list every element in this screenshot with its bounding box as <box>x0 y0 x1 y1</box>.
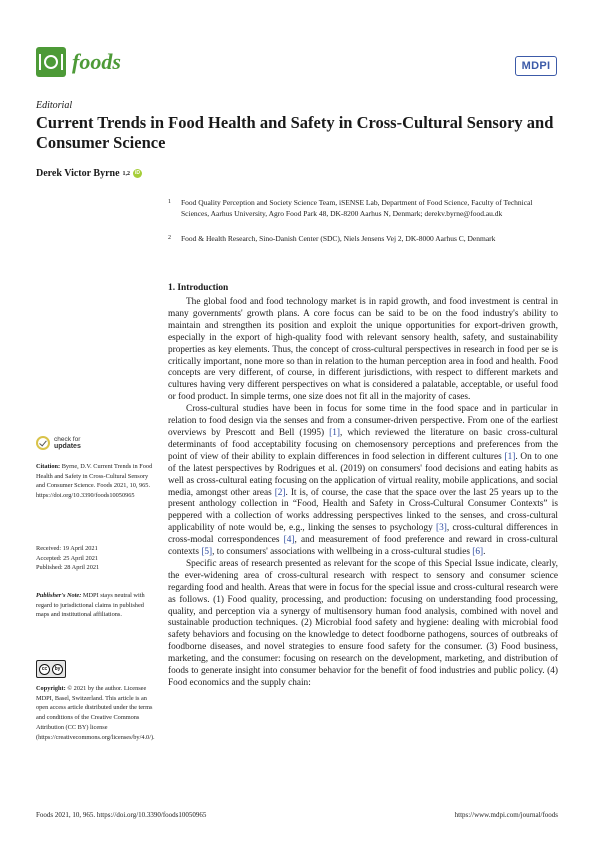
reference-link[interactable]: [5] <box>201 547 213 558</box>
affiliation-1: 1 Food Quality Perception and Society Science Team, iSENSE Lab, Department of Food Science, Faculty of Technical Sciences, Aarhus University, Agro Food Park 48, DK-8200 Aarhus N, Denmark; derekv.byrne@food.au.dk <box>168 198 533 218</box>
journal-name: foods <box>72 49 121 74</box>
check-for-updates-button[interactable]: check for updates <box>36 436 81 450</box>
citation-block: Citation: Byrne, D.V. Current Trends in Food Health and Safety in Cross-Cultural Sensory and Consumer Science. Foods 2021, 10, 965. https://doi.org/10.3390/foods10050965 <box>36 463 153 500</box>
footer-journal-url[interactable]: https://www.mdpi.com/journal/foods <box>454 811 558 819</box>
foods-logo-icon <box>36 47 66 77</box>
author-affiliation-marks: 1,2 <box>122 170 131 177</box>
dates-block <box>36 544 156 573</box>
article-body <box>168 297 558 690</box>
author-name: Derek Victor Byrne <box>36 168 120 179</box>
page-footer <box>36 811 558 819</box>
footer-citation: Foods 2021, 10, 965. https://doi.org/10.3390/foods10050965 <box>36 811 207 819</box>
affiliation-2: 2 Food & Health Research, Sino-Danish Center (SDC), Niels Jensens Vej 2, DK-8000 Aarhus C, Denmark <box>168 234 496 243</box>
section-heading: 1. Introduction <box>168 283 229 293</box>
mdpi-logo: MDPI <box>515 56 557 76</box>
article-title: Current Trends in Food Health and Safety in Cross-Cultural Sensory and Consumer Science <box>36 113 554 152</box>
reference-link[interactable]: [3] <box>436 523 447 534</box>
paragraph-2: Cross-cultural studies have been in focus for some time in the food space and in particular in relation to food design via the senses and from a consumer-driven perspective. From one of the earliest overviews by Prescott and Bell (1995) [1], which reviewed the literature on basic cross-cultural determinants of food acceptability focusing on chemosensory perceptions and preferences from the point of view of their ability to explain differences in food selection in different cultures [1]. On to one of the latest perspectives by Rodrigues et al. (2019) on consumers' food decisions and eating habits as well as cross-cultural eating focusing on the application of virtual reality, mobile applications, and social media, amongst other areas [2]. It is, of course, the case that the space over the last 25 years up to the present anthology collection in “Food, Health and Safety in Cross-Cultural Consumer Contexts” is peppered with a collection of works addressing perspectives linked to the senses, and cross-cultural applicability of note would be, e.g., linking the senses to psychology [3], cross-cultural differences in cross-modal correspondences [4], and measurement of food preference and reward in cross-cultural contexts [5], to consumers' associations with wellbeing in a cross-cultural studies [6]. <box>168 404 558 558</box>
paragraph-1: The global food and food technology market is in rapid growth, and food investment is central in many governments' growth plans. A core focus can be said to be on the food industry's ability to maintain and strengthen its position and exploit the unique opportunities for export-driven growth, especially in the export of high-quality food with relevant sensory health, safety, and sustainability properties as key elements. Thus, the concept of cross-cultural perspectives in research in food per se is critically important, none more so than in relation to the human perception area in food and health. Food concepts are very different, of course, in different jurisdictions, with respect to different markets and cultures having very different perspectives on what is considered a palatable, acceptable, or useful food or food product. In simple terms, one size does not fit all in the majority of cases. <box>168 297 558 403</box>
accepted-date: Accepted: 25 April 2021 <box>36 554 99 562</box>
copyright-block: Copyright: © 2021 by the author. Licensee MDPI, Basel, Switzerland. This article is an open access article distributed under the terms and conditions of the Creative Commons Attribution (CC BY) license (https://creativecommons.org/licenses/by/4.0/). <box>36 685 155 741</box>
reference-link[interactable]: [2] <box>274 487 286 498</box>
check-updates-icon <box>36 436 50 450</box>
published-date: Published: 28 April 2021 <box>36 564 100 572</box>
cc-by-license-icon[interactable]: cc by <box>36 660 66 678</box>
reference-link[interactable]: [4] <box>283 535 295 546</box>
reference-link[interactable]: [1] <box>329 427 340 438</box>
reference-link[interactable]: [6] <box>472 547 484 558</box>
orcid-icon[interactable]: iD <box>135 170 141 176</box>
received-date: Received: 19 April 2021 <box>36 545 98 552</box>
author-line <box>36 168 142 179</box>
publisher-note: Publisher's Note: MDPI stays neutral with regard to jurisdictional claims in published maps and institutional affiliations. <box>36 592 145 619</box>
reference-link[interactable]: [1] <box>504 451 516 462</box>
paragraph-3: Specific areas of research presented as relevant for the scope of this Special Issue indicate, clearly, the ever-widening area of cross-cultural research with respect to sensory and consumer science regarding food and health. Areas that were in focus for the special issue and cross-cultural research were as follows. (1) Food quality, processing, and production: focusing on understanding food processing, quality, and perception via a synergy of multisensory human food analysis, combined with novel and sustainable production techniques. (2) Microbial food safety and hygiene: dealing with microbial food safety behaviors and focusing on the knowledge to detect foodborne pathogens, sources of outbreaks of foodborne diseases, and novel strategies to ensure food safety for the consumer. (3) Food business, marketing, and the consumer: focusing on research on the development, marketing, and distribution of foods to generate insight into consumer behavior for the benefit of food industries and public policy. (4) Food economics and the supply chain: <box>168 558 558 688</box>
article-type: Editorial <box>36 100 73 111</box>
journal-logo <box>36 47 121 77</box>
